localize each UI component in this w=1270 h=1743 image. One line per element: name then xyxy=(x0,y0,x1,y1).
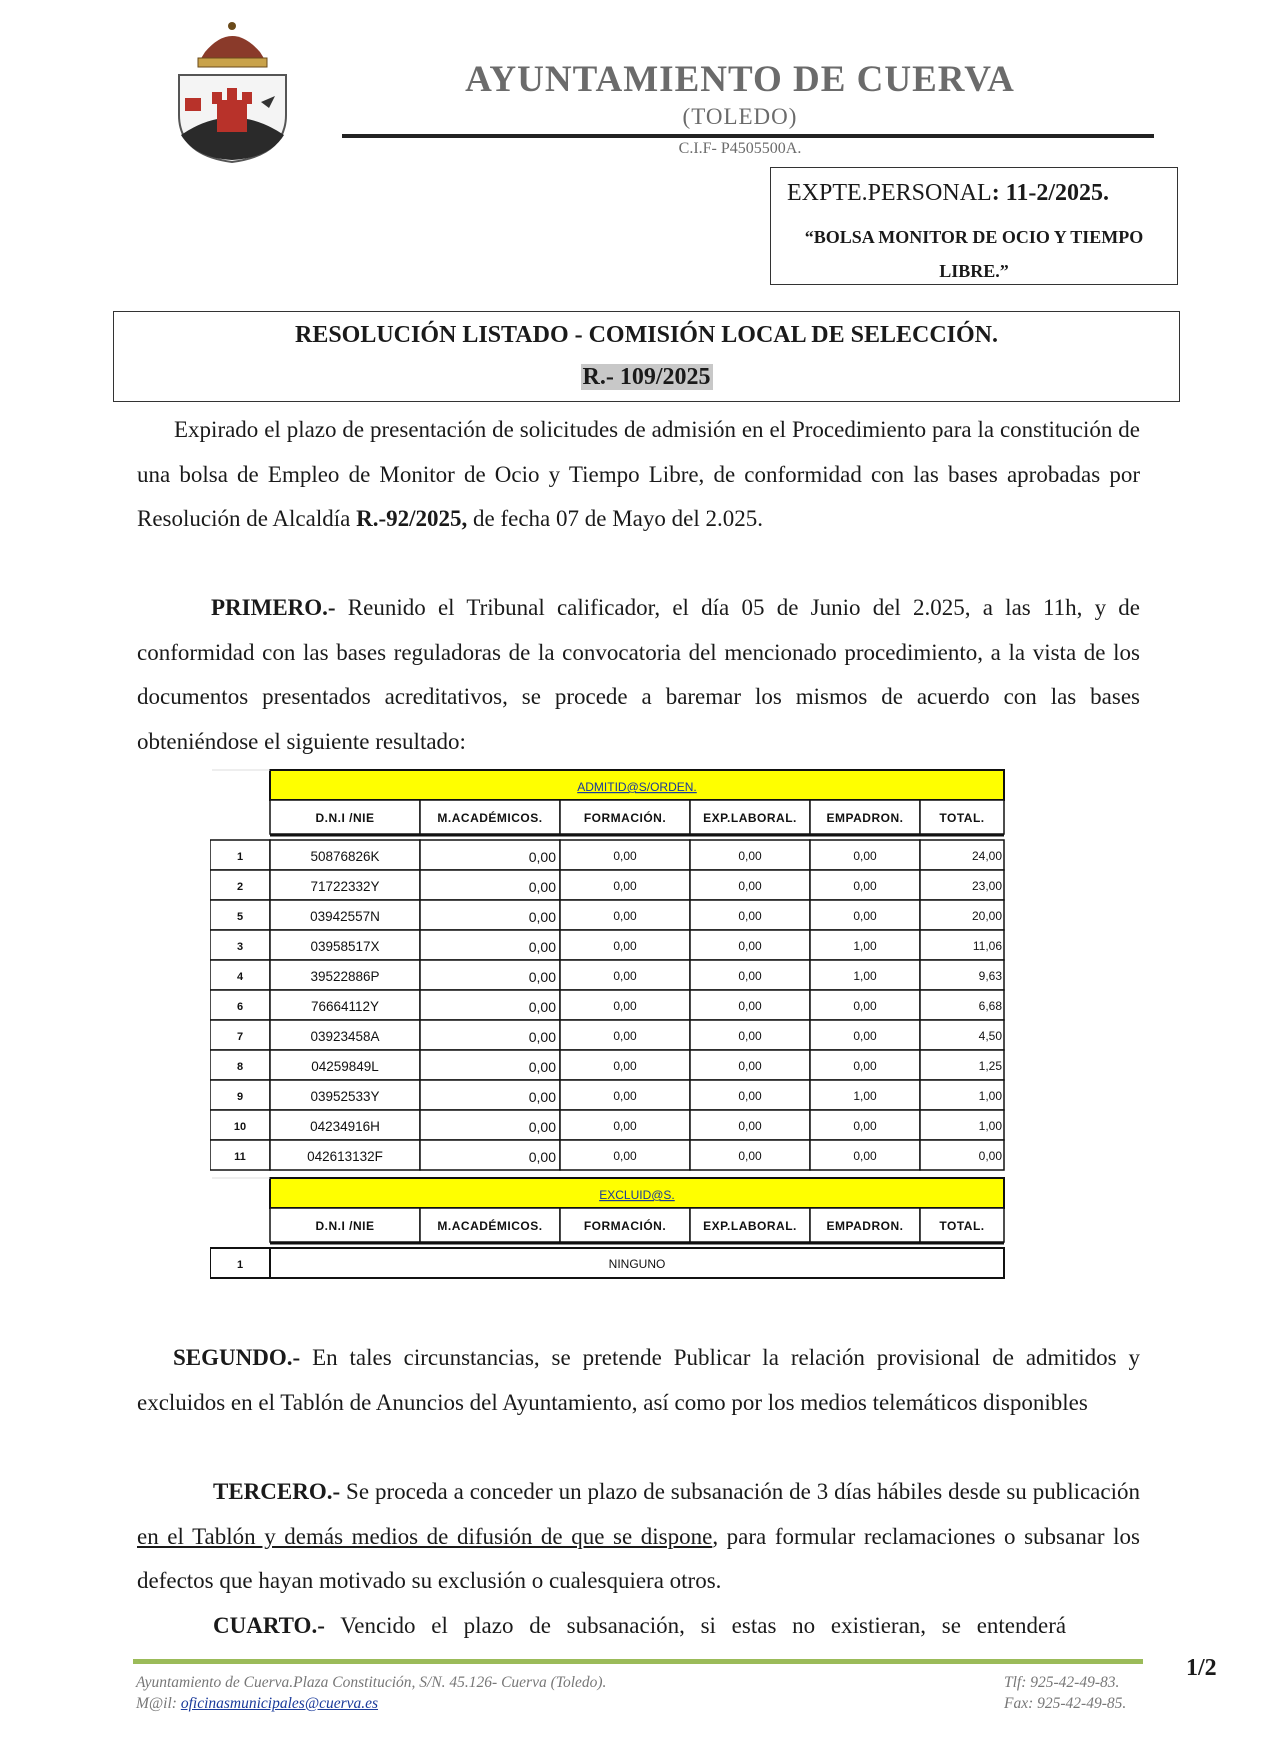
row-formacion: 0,00 xyxy=(613,909,637,923)
primero-label: PRIMERO.- xyxy=(211,595,336,620)
org-title: AYUNTAMIENTO DE CUERVA xyxy=(465,59,1015,100)
excluidos-header-label: FORMACIÓN. xyxy=(583,1219,667,1233)
row-total: 1,00 xyxy=(978,1089,1002,1103)
intro-text: Expirado el plazo de presentación de solicitudes de admisión en el Procedimiento para la constitución de una bolsa de Empleo de Monitor de Ocio y Tiempo Libre, de conformidad con las bases aprobadas por Resolución de Alcaldía xyxy=(137,417,1140,531)
row-dni: 042613132F xyxy=(307,1149,383,1164)
row-empadron: 0,00 xyxy=(853,1029,877,1043)
footer-email-line xyxy=(136,1693,606,1714)
row-order: 10 xyxy=(233,1121,247,1133)
segundo-label: SEGUNDO.- xyxy=(173,1345,301,1370)
row-total: 23,00 xyxy=(971,879,1002,893)
excluidos-title: EXCLUID@S. xyxy=(599,1188,675,1202)
row-m-academicos: 0,00 xyxy=(528,1149,556,1165)
row-m-academicos: 0,00 xyxy=(528,1029,556,1045)
row-empadron: 0,00 xyxy=(853,909,877,923)
row-order: 4 xyxy=(236,971,244,983)
segundo-text: En tales circunstancias, se pretende Publicar la relación provisional de admitidos y excluidos en el Tablón de Anuncios del Ayuntamiento, así como por los medios telemáticos disponibles xyxy=(137,1345,1140,1415)
results-table xyxy=(210,768,1006,1328)
row-dni: 71722332Y xyxy=(310,879,380,894)
row-formacion: 0,00 xyxy=(613,849,637,863)
row-formacion: 0,00 xyxy=(613,1089,637,1103)
resolution-title: RESOLUCIÓN LISTADO - COMISIÓN LOCAL DE SELECCIÓN. xyxy=(294,322,999,348)
row-exp-laboral: 0,00 xyxy=(738,849,762,863)
expediente-box xyxy=(770,167,1178,285)
resolution-number: R.- 109/2025 xyxy=(582,364,711,390)
row-order: 7 xyxy=(236,1031,244,1043)
row-dni: 50876826K xyxy=(310,849,380,864)
footer-email-link[interactable]: oficinasmunicipales@cuerva.es xyxy=(180,1695,379,1712)
row-formacion: 0,00 xyxy=(613,1119,637,1133)
row-total: 4,50 xyxy=(978,1029,1002,1043)
primero-text: Reunido el Tribunal calificador, el día 05 de Junio del 2.025, a las 11h, y de conformidad con las bases reguladoras de la convocatoria del mencionado procedimiento, a la vista de los documentos presentados acreditativos, se procede a baremar los mismos de acuerdo con las bases obteniéndose el siguiente resultado: xyxy=(137,595,1140,754)
admitidos-header-label: TOTAL. xyxy=(939,811,985,825)
row-m-academicos: 0,00 xyxy=(528,1059,556,1075)
row-m-academicos: 0,00 xyxy=(528,969,556,985)
row-exp-laboral: 0,00 xyxy=(738,1149,762,1163)
row-empadron: 0,00 xyxy=(853,1059,877,1073)
row-empadron: 0,00 xyxy=(853,999,877,1013)
row-exp-laboral: 0,00 xyxy=(738,969,762,983)
footer-divider xyxy=(133,1659,1143,1664)
cuarto-paragraph xyxy=(137,1604,1140,1649)
row-exp-laboral: 0,00 xyxy=(738,879,762,893)
resolution-number-line xyxy=(114,364,1179,391)
tercero-label: TERCERO.- xyxy=(213,1479,341,1504)
footer-phone: Tlf: 925-42-49-83. xyxy=(1004,1674,1120,1691)
row-exp-laboral: 0,00 xyxy=(738,1089,762,1103)
primero-paragraph xyxy=(137,586,1140,764)
row-order: 5 xyxy=(236,911,244,923)
row-dni: 39522886P xyxy=(310,969,380,984)
footer-contact-block xyxy=(1004,1672,1126,1714)
tercero-underlined: en el Tablón y demás medios de difusión de que se dispone xyxy=(137,1523,713,1549)
row-exp-laboral: 0,00 xyxy=(738,1119,762,1133)
row-total: 24,00 xyxy=(971,849,1002,863)
row-dni: 03923458A xyxy=(310,1029,380,1044)
row-order: 3 xyxy=(236,941,244,953)
row-empadron: 0,00 xyxy=(853,849,877,863)
row-total: 20,00 xyxy=(971,909,1002,923)
expediente-label: EXPTE.PERSONAL xyxy=(787,180,992,206)
admitidos-header-label: M.ACADÉMICOS. xyxy=(437,811,543,825)
row-dni: 04259849L xyxy=(311,1059,379,1074)
intro-date: de fecha 07 de Mayo del 2.025. xyxy=(467,506,763,531)
org-subtitle: (TOLEDO) xyxy=(682,104,798,129)
row-exp-laboral: 0,00 xyxy=(738,939,762,953)
row-m-academicos: 0,00 xyxy=(528,1119,556,1135)
footer-address-block xyxy=(136,1672,606,1714)
row-dni: 76664112Y xyxy=(310,999,380,1014)
cuarto-text: Vencido el plazo de subsanación, si estas no existieran, se entenderá xyxy=(324,1613,1067,1638)
row-order: 8 xyxy=(236,1061,244,1073)
row-total: 6,68 xyxy=(978,999,1002,1013)
row-empadron: 1,00 xyxy=(853,969,877,983)
row-order: 1 xyxy=(236,851,244,863)
row-empadron: 1,00 xyxy=(853,1089,877,1103)
row-total: 11,06 xyxy=(972,939,1002,953)
tercero-paragraph xyxy=(137,1470,1140,1604)
row-empadron: 0,00 xyxy=(853,879,877,893)
row-m-academicos: 0,00 xyxy=(528,1089,556,1105)
segundo-paragraph xyxy=(137,1336,1140,1425)
tercero-text-end: , para formular reclamaciones o subsanar los defectos que hayan motivado su exclusión o cualesquiera otros. xyxy=(137,1523,1140,1593)
excluidos-header-label: EMPADRON. xyxy=(826,1219,904,1233)
row-m-academicos: 0,00 xyxy=(528,879,556,895)
row-total: 1,00 xyxy=(978,1119,1002,1133)
expediente-number: : 11-2/2025. xyxy=(991,180,1110,206)
row-m-academicos: 0,00 xyxy=(528,999,556,1015)
admitidos-header-label: EXP.LABORAL. xyxy=(703,811,797,825)
row-exp-laboral: 0,00 xyxy=(738,909,762,923)
footer-address: Ayuntamiento de Cuerva.Plaza Constitución, S/N. 45.126- Cuerva (Toledo). xyxy=(136,1674,607,1691)
row-total: 0,00 xyxy=(978,1149,1002,1163)
row-formacion: 0,00 xyxy=(613,939,637,953)
admitidos-header-label: FORMACIÓN. xyxy=(583,811,667,825)
page-number: 1/2 xyxy=(1186,1655,1217,1681)
row-exp-laboral: 0,00 xyxy=(738,999,762,1013)
tercero-text: Se proceda a conceder un plazo de subsanación de 3 días hábiles desde su publicación xyxy=(340,1479,1140,1504)
row-empadron: 0,00 xyxy=(853,1149,877,1163)
row-order: 6 xyxy=(236,1001,244,1013)
row-dni: 03958517X xyxy=(310,939,380,954)
row-dni: 03952533Y xyxy=(310,1089,380,1104)
row-empadron: 0,00 xyxy=(853,1119,877,1133)
row-order: 2 xyxy=(236,881,244,893)
admitidos-title: ADMITID@S/ORDEN. xyxy=(577,780,697,794)
row-empadron: 1,00 xyxy=(853,939,877,953)
header-divider xyxy=(342,134,1154,138)
intro-resolution-ref: R.-92/2025, xyxy=(356,506,468,531)
excluidos-header-label: D.N.I /NIE xyxy=(315,1219,375,1233)
footer-email-label: M@il: xyxy=(136,1695,181,1712)
expediente-line xyxy=(787,180,1109,207)
row-exp-laboral: 0,00 xyxy=(738,1059,762,1073)
excluidos-header-label: TOTAL. xyxy=(939,1219,985,1233)
footer-fax: Fax: 925-42-49-85. xyxy=(1004,1695,1127,1712)
admitidos-header-label: EMPADRON. xyxy=(826,811,904,825)
row-m-academicos: 0,00 xyxy=(528,849,556,865)
row-m-academicos: 0,00 xyxy=(528,939,556,955)
row-m-academicos: 0,00 xyxy=(528,909,556,925)
excluidos-header-label: M.ACADÉMICOS. xyxy=(437,1219,543,1233)
row-formacion: 0,00 xyxy=(613,1059,637,1073)
row-order: 11 xyxy=(234,1151,246,1163)
municipal-crest-icon xyxy=(165,20,300,165)
resolution-box xyxy=(113,311,1180,402)
row-order: 9 xyxy=(236,1091,244,1103)
row-dni: 04234916H xyxy=(310,1119,380,1134)
row-formacion: 0,00 xyxy=(613,879,637,893)
row-formacion: 0,00 xyxy=(613,969,637,983)
cuarto-label: CUARTO.- xyxy=(213,1613,325,1638)
row-dni: 03942557N xyxy=(310,909,380,924)
excluidos-header-label: EXP.LABORAL. xyxy=(703,1219,797,1233)
row-total: 9,63 xyxy=(978,969,1002,983)
admitidos-header-label: D.N.I /NIE xyxy=(315,811,375,825)
excluded-order: 1 xyxy=(236,1259,244,1271)
row-formacion: 0,00 xyxy=(613,999,637,1013)
row-formacion: 0,00 xyxy=(613,1029,637,1043)
org-cif: C.I.F- P4505500A. xyxy=(678,140,802,157)
row-exp-laboral: 0,00 xyxy=(738,1029,762,1043)
intro-paragraph xyxy=(137,408,1140,542)
row-total: 1,25 xyxy=(978,1059,1002,1073)
expediente-subject: “BOLSA MONITOR DE OCIO Y TIEMPO LIBRE.” xyxy=(804,227,1144,281)
excluded-value: NINGUNO xyxy=(608,1257,666,1271)
row-formacion: 0,00 xyxy=(613,1149,637,1163)
